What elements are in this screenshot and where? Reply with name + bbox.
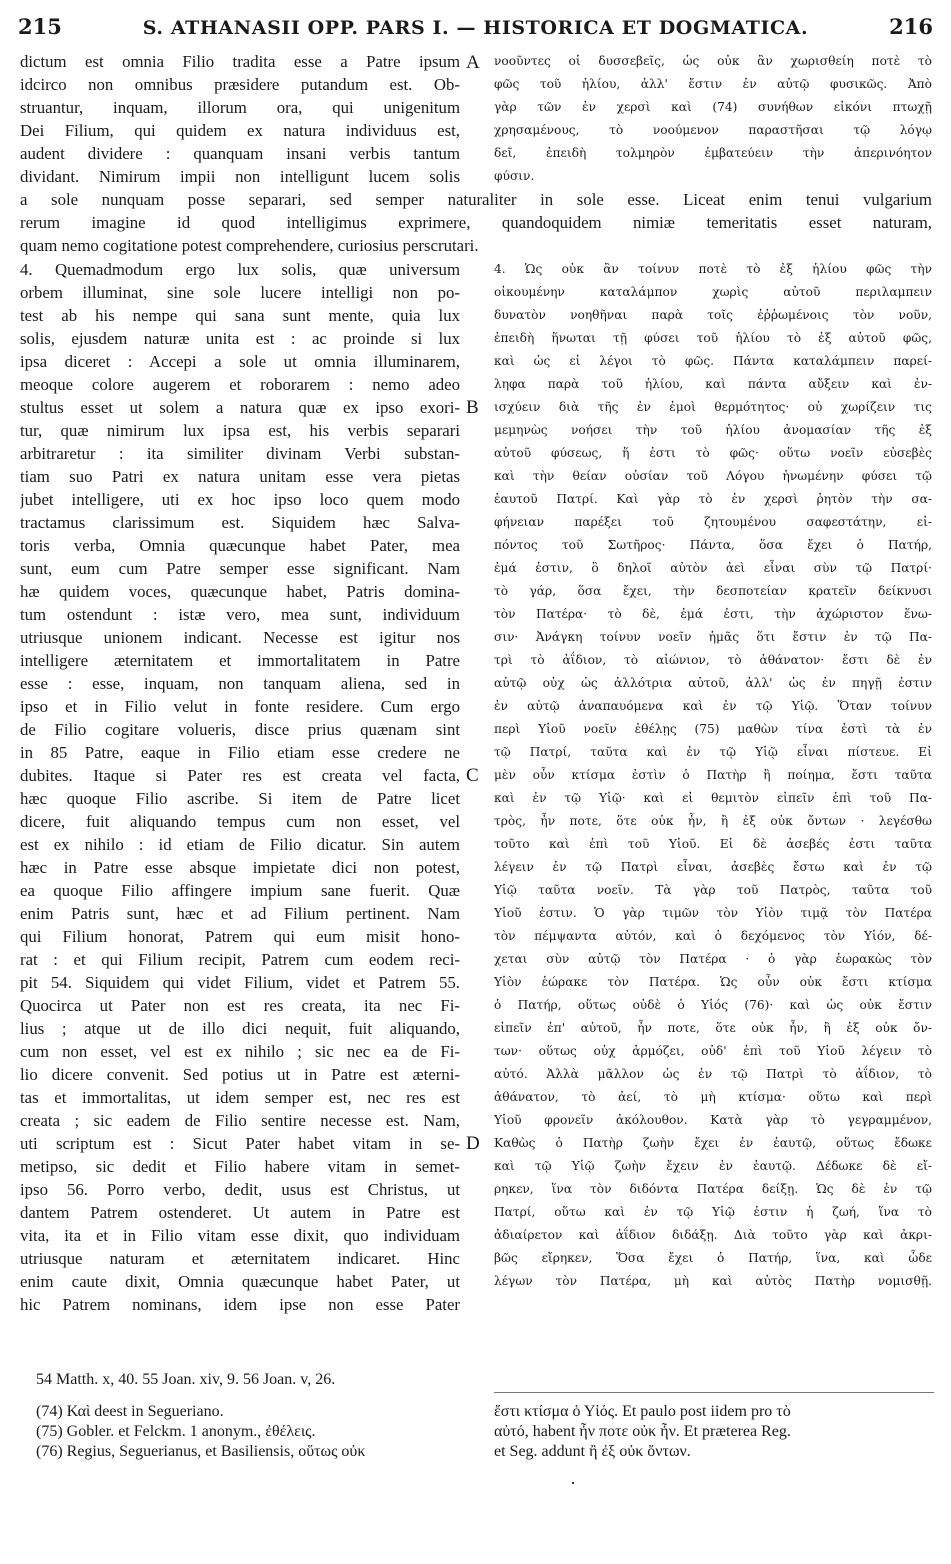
text-line: 4. Quemadmodum ergo lux solis, quæ universum <box>20 260 460 279</box>
text-line: εἰπεῖν ἐπ' αὐτοῦ, ἦν ποτε, ὅτε οὐκ ἦν, ἢ ἐξ οὐκ ὄν- <box>494 1021 932 1035</box>
text-line: φύσιν. <box>494 169 535 183</box>
text-line: lius ; atque ut de illo dici nequit, fuit aliquando, <box>20 1019 460 1038</box>
text-line: χρησαμένους, τὸ νοούμενον παραστῆσαι τῷ λόγῳ <box>494 123 932 137</box>
text-line: δυνατὸν νοηθῆναι παρὰ τοῖς ἐῤῥωμένοις τὸν νοῦν, <box>494 308 932 322</box>
text-line: test ab his nempe qui sana sunt mente, quia lux <box>20 306 460 325</box>
running-title: S. ATHANASII OPP. PARS I. — HISTORICA ET DOGMATICA. <box>142 17 809 39</box>
text-line: δεῖ, ἐπειδὴ τολμηρὸν ἐμβατεύειν τὴν ἀπερινόητον <box>494 146 932 160</box>
text-line: σιν· Ἀνάγκη τοίνυν νοεῖν ἡμᾶς ὅτι ἔστιν ἐν τῷ Πα- <box>494 630 932 644</box>
text-line: φήνειαν παρέξει τοῦ ζητουμένου σαφεστάτην, εἰ- <box>494 515 932 529</box>
text-line: ipso et in Filio velut in fonte residere. Cum ergo <box>20 697 460 716</box>
text-line: in 85 Patre, eaque in Filio etiam esse credere ne <box>20 743 460 762</box>
text-line: tractamus clarissimum est. Siquidem hæc Salva- <box>20 513 460 532</box>
text-line: καὶ ὡς εἰ λέγοι τὸ φῶς. Πάντα καταλάμπειν παρεί- <box>494 354 932 368</box>
latin-full-width-passage <box>20 188 932 257</box>
right-page-number: 216 <box>889 14 933 39</box>
scripture-footnotes: 54 Matth. x, 40. 55 Joan. xiv, 9. 56 Joan. v, 26. <box>36 1371 336 1388</box>
text-line: ipso 56. Porro verbo, dedit, usus est Christus, ut <box>20 1180 460 1199</box>
text-line: enim caute dixit, Omnia quæcunque habet Pater, ut <box>20 1272 460 1291</box>
text-line: Υἱῷ ταῦτα νοεῖν. Τὰ γὰρ τοῦ Πατρὸς, ταῦτα τοῦ <box>494 883 932 897</box>
text-line: esse : esse, inquam, non tanquam aliena, sed in <box>20 674 460 693</box>
margin-marker-d: D <box>466 1133 480 1154</box>
text-line: ληφα παρὰ τοῦ ἡλίου, καὶ πάντα αὔξειν καὶ ἐν- <box>494 377 932 391</box>
text-line: uti scriptum est : Sicut Pater habet vitam in se- <box>20 1134 460 1153</box>
text-line: Dei Filium, qui quidem ex natura individuus est, <box>20 121 460 140</box>
text-line: qui Filium honorat, Patrem qui eum misit hono- <box>20 927 460 946</box>
text-line: γὰρ τῶν ἐν χερσὶ καὶ (74) συνήθων εἰκόνι πτωχῇ <box>494 100 932 114</box>
text-line: Καθὼς ὁ Πατὴρ ζωὴν ἔχει ἐν ἑαυτῷ, οὕτως ἔδωκε <box>494 1136 932 1150</box>
text-line: creata ; sic eadem de Filio sentire necesse est. Nam, <box>20 1111 460 1130</box>
text-line: rerum imagine id quod intelligimus exprimere, quandoquidem nimiæ temeritatis esset naturam, <box>20 213 932 232</box>
text-line: intelligere æternitatem et immortalitatem in Patre <box>20 651 460 670</box>
text-line: tas et immortalitas, ut idem semper est, nec res est <box>20 1088 460 1107</box>
text-line: dictum est omnia Filio tradita esse a Patre ipsum <box>20 52 460 71</box>
text-line: χεται σὺν αὐτῷ τὸν Πατέρα · ὁ γὰρ ἑωρακὼς τὸν <box>494 952 932 966</box>
text-line: tum ostendunt : istæ vero, mea sunt, individuum <box>20 605 460 624</box>
text-line: τὸν Πατέρα· τὸ δὲ, ἐμά ἐστι, τὴν ἀχώριστον ἕνω- <box>494 607 932 621</box>
text-line: tur, quæ nimirum lux ipsa est, his verbis separari <box>20 421 460 440</box>
footnote-line: (76) Regius, Seguerianus, et Basiliensis, οὕτως οὐκ <box>36 1443 366 1460</box>
footnote-line: (75) Gobler. et Felckm. 1 anonym., ἐθέλεις. <box>36 1423 316 1440</box>
text-line: meoque colore augerem et roborarem : nemo adeo <box>20 375 460 394</box>
text-line: dantem Patrem ostenderet. Ut autem in Patre est <box>20 1203 460 1222</box>
text-line: est ex nihilo : id etiam de Filio dicatur. Sin autem <box>20 835 460 854</box>
text-line: lio dicere convenit. Sed potius ut in Patre est æterni- <box>20 1065 460 1084</box>
text-line: ἐμά ἐστιν, ὃ δηλοῖ αὐτὸν ἀεὶ εἶναι σὺν τῷ Πατρί· <box>494 561 932 575</box>
text-line: ἐπειδὴ ἥνωται τῇ φύσει τοῦ ἡλίου τὸ ἐξ αὐτοῦ φῶς, <box>494 331 932 345</box>
text-line: dubites. Itaque si Pater res est creata vel facta, <box>20 766 460 785</box>
text-line: αὐτό. Ἀλλὰ μᾶλλον ὡς ἐν τῷ Πατρὶ τὸ ἀΐδιον, τὸ <box>494 1067 932 1081</box>
variant-notes-left <box>36 1402 466 1462</box>
running-header <box>18 14 933 44</box>
text-line: ea quoque Filio affingere impium sane fuerit. Quæ <box>20 881 460 900</box>
text-line: sunt, eum cum Patre semper esse significant. Nam <box>20 559 460 578</box>
text-line: ἀθάνατον, τὸ ἀεί, τὸ μὴ κτίσμα· οὕτω καὶ περὶ <box>494 1090 932 1104</box>
text-line: μεμηνὼς νοήσει τὴν τοῦ ἡλίου ἀνομασίαν τῆς ἐξ <box>494 423 932 437</box>
footnote-line: et Seg. addunt ἢ ἐξ οὐκ ὄντων. <box>494 1443 691 1460</box>
footnote-rule <box>494 1392 934 1393</box>
text-line: αὐτοῦ φύσεως, ἥ ἐστι τὸ φῶς· οὕτω νοεῖν εὐσεβὲς <box>494 446 932 460</box>
text-line: toris verba, Omnia quæcunque habet Pater, mea <box>20 536 460 555</box>
text-line: de Filio cogitare volueris, disce prius quænam sint <box>20 720 460 739</box>
margin-marker-a: A <box>466 52 480 73</box>
text-line: quam nemo cogitatione potest comprehendere, curiosius perscrutari. <box>20 236 479 255</box>
margin-marker-b: B <box>466 397 479 418</box>
greek-column-top <box>494 50 932 188</box>
text-line: πόντος τοῦ Σωτῆρος· Πάντα, ὅσα ἔχει ὁ Πατήρ, <box>494 538 932 552</box>
text-line: περὶ Υἱοῦ νοεῖν ἐθέλῃς (75) μαθὼν τίνα ἐστὶ τὰ ἐν <box>494 722 932 736</box>
margin-marker-c: C <box>466 765 479 786</box>
text-line: utriusque unionem indicant. Necesse est igitur nos <box>20 628 460 647</box>
text-line: Πατρί, οὕτω καὶ ἐν τῷ Υἱῷ ἐστιν ἡ ζωή, ἵνα τὸ <box>494 1205 932 1219</box>
text-line: hæc in Patre esse absque impietate dici non potest, <box>20 858 460 877</box>
text-line: ρηκεν, ἵνα τὸν διδόντα Πατέρα δείξῃ. Ὡς δὲ ἐν τῷ <box>494 1182 932 1196</box>
text-line: idcirco non omnibus præsidere putandum est. Ob- <box>20 75 460 94</box>
latin-column-top <box>20 50 460 188</box>
text-line: ἐν αὐτῷ ἀναπαυόμενα καὶ ἐν τῷ Υἱῷ. Ὅταν τοίνυν <box>494 699 932 713</box>
text-line: φῶς τοῦ ἡλίου, ἀλλ' ἔστιν ἐν αὐτῷ φυσικῶς. Ἀπὸ <box>494 77 932 91</box>
text-line: τὸν πέμψαντα αὐτόν, καὶ ὁ δεχόμενος τὸν Υἱόν, δέ- <box>494 929 932 943</box>
text-line: καὶ τὴν θείαν οὐσίαν τοῦ Λόγου ἡνωμένην φύσει τῷ <box>494 469 932 483</box>
text-line: ipsa diceret : Accepi a sole ut omnia illuminarem, <box>20 352 460 371</box>
text-line: των· οὕτως οὐχ ἁρμόζει, οὐδ' ἐπὶ τοῦ Υἱοῦ λέγειν τὸ <box>494 1044 932 1058</box>
text-line: τῷ Πατρί, ταῦτα καὶ ἐν τῷ Υἱῷ εἶναι πίστευε. Εἰ <box>494 745 932 759</box>
footnote-line: (74) Καὶ deest in Segueriano. <box>36 1403 224 1420</box>
text-line: vita, ita et in Filio vitam esse dixit, quo individuam <box>20 1226 460 1245</box>
footnote-line: ἔστι κτίσμα ὁ Υἱός. Et paulo post iidem pro τὸ <box>494 1403 791 1420</box>
text-line: λέγων τὸν Πατέρα, μὴ καὶ αὐτὸς Πατὴρ νομισθῇ. <box>494 1274 932 1288</box>
text-line: hæc quoque Filio ascribe. Si item de Patre licet <box>20 789 460 808</box>
text-line: utriusque naturam et æternitatem indicaret. Hinc <box>20 1249 460 1268</box>
text-line: οἰκουμένην καταλάμπον χωρὶς αὐτοῦ περιλαμπειν <box>494 285 932 299</box>
text-line: ἑαυτοῦ Πατρί. Καὶ γὰρ τὸ ἐν χερσὶ ῥητὸν τὴν σα- <box>494 492 932 506</box>
text-line: audent dividere : quanquam insani verbis tantum <box>20 144 460 163</box>
text-line: Υἱοῦ ἐστιν. Ὁ γὰρ τιμῶν τὸν Υἱὸν τιμᾷ τὸν Πατέρα <box>494 906 932 920</box>
text-line: tiam suo Patri ex natura unitam esse vera pietas <box>20 467 460 486</box>
text-line: dicere, fuit aliquando tempus cum non esset, vel <box>20 812 460 831</box>
text-line: 4. Ὡς οὐκ ἂν τοίνυν ποτὲ τὸ ἐξ ἡλίου φῶς τὴν <box>494 262 932 276</box>
text-line: τοῦτο καὶ ἐπὶ τοῦ Υἱοῦ. Εἰ δὲ ἀσεβές ἐστι ταῦτα <box>494 837 932 851</box>
text-line: hæ quidem voces, quæcunque habet, Patris domina- <box>20 582 460 601</box>
text-line: νοοῦντες οἱ δυσσεβεῖς, ὡς οὐκ ἂν χωρισθείη ποτὲ τὸ <box>494 54 932 68</box>
text-line: orbem illuminat, sine sole lucere intelligi non po- <box>20 283 460 302</box>
left-page-number: 215 <box>18 14 62 39</box>
text-line: βῶς εἴρηκεν, Ὅσα ἔχει ὁ Πατήρ, ἵνα, καὶ ὧδε <box>494 1251 932 1265</box>
text-line: stultus esset ut solem a natura quæ ex ipso exori- <box>20 398 460 417</box>
text-line: cum non esset, vel est ex nihilo ; sic nec ea de Fi- <box>20 1042 460 1061</box>
text-line: μὲν οὖν κτίσμα ἐστὶν ὁ Πατὴρ ἢ ποίημα, ἔστι ταῦτα <box>494 768 932 782</box>
text-line: τὸ γάρ, ὅσα ἔχει, τὴν δεσποτείαν κρατεῖν δείκνυσι <box>494 584 932 598</box>
text-line: jubet intelligere, uti ex hoc ipso loco quem modo <box>20 490 460 509</box>
text-line: ὁ Πατήρ, οὕτως οὐδὲ ὁ Υἱός (76)· καὶ ὡς οὐκ ἔστιν <box>494 998 932 1012</box>
text-line: metipso, sic dedit et Filio habere vitam in semet- <box>20 1157 460 1176</box>
text-line: ἀδιαίρετον καὶ ἀΐδιον διδάξῃ. Διὰ τοῦτο γὰρ καὶ ἀκρι- <box>494 1228 932 1242</box>
print-speck <box>572 1482 574 1484</box>
text-line: καὶ τῷ Υἱῷ ζωὴν ἔχειν ἐν ἑαυτῷ. Δέδωκε δὲ εἴ- <box>494 1159 932 1173</box>
text-line: Υἱοῦ φρονεῖν ἀκόλουθον. Κατὰ γὰρ τὸ γεγραμμένον, <box>494 1113 932 1127</box>
text-line: rat : et qui Filium recipit, Patrem cum eodem reci- <box>20 950 460 969</box>
text-line: arbitraretur : ita similiter divinam Verbi substan- <box>20 444 460 463</box>
latin-column-main <box>20 258 460 1316</box>
text-line: Υἱὸν ἑώρακε τὸν Πατέρα. Ὡς οὖν οὐκ ἔστι κτίσμα <box>494 975 932 989</box>
text-line: dividant. Nimirum impii non intelligunt lucem solis <box>20 167 460 186</box>
variant-notes-right <box>494 1402 932 1462</box>
text-line: a sole nunquam posse separari, sed semper naturaliter in sole esse. Liceat enim tenui vulgarium <box>20 190 932 209</box>
footnote-line: αὐτό, habent ἦν ποτε οὐκ ἦν. Et præterea Reg. <box>494 1423 791 1440</box>
text-line: solis, ejusdem naturæ unita est : ac proinde si lux <box>20 329 460 348</box>
text-line: ισχύειν διὰ τῆς ἐν ἐμοὶ θερμότητος· οὐ χωρίζειν τις <box>494 400 932 414</box>
text-line: αὐτῷ οὐχ ὡς ἀλλότρια αὐτοῦ, ἀλλ' ὡς ἐν πηγῇ ἐστιν <box>494 676 932 690</box>
text-line: pit 54. Siquidem qui videt Filium, videt et Patrem 55. <box>20 973 460 992</box>
text-line: enim Patris sunt, hæc et ad Filium pertinent. Nam <box>20 904 460 923</box>
text-line: struantur, inquam, illorum ora, qui unigenitum <box>20 98 460 117</box>
text-line: τρὶ τὸ ἀΐδιον, τὸ αἰώνιον, τὸ ἀθάνατον· ἔστι δὲ ἐν <box>494 653 932 667</box>
text-line: τρὸς, ἦν ποτε, ὅτε οὐκ ἦν, ἢ ἐξ οὐκ ὄντων · λεγέσθω <box>494 814 932 828</box>
text-line: Quocirca ut Pater non est res creata, ita nec Fi- <box>20 996 460 1015</box>
text-line: καὶ ἐν τῷ Υἱῷ· καὶ εἰ θεμιτὸν εἰπεῖν ἐπὶ τοῦ Πα- <box>494 791 932 805</box>
text-line: hic Patrem nominans, idem ipse non esse Pater <box>20 1295 460 1314</box>
greek-column-main <box>494 258 932 1293</box>
text-line: λέγειν ἐν τῷ Πατρὶ εἶναι, ἀσεβὲς ἔστω καὶ ἐν τῷ <box>494 860 932 874</box>
